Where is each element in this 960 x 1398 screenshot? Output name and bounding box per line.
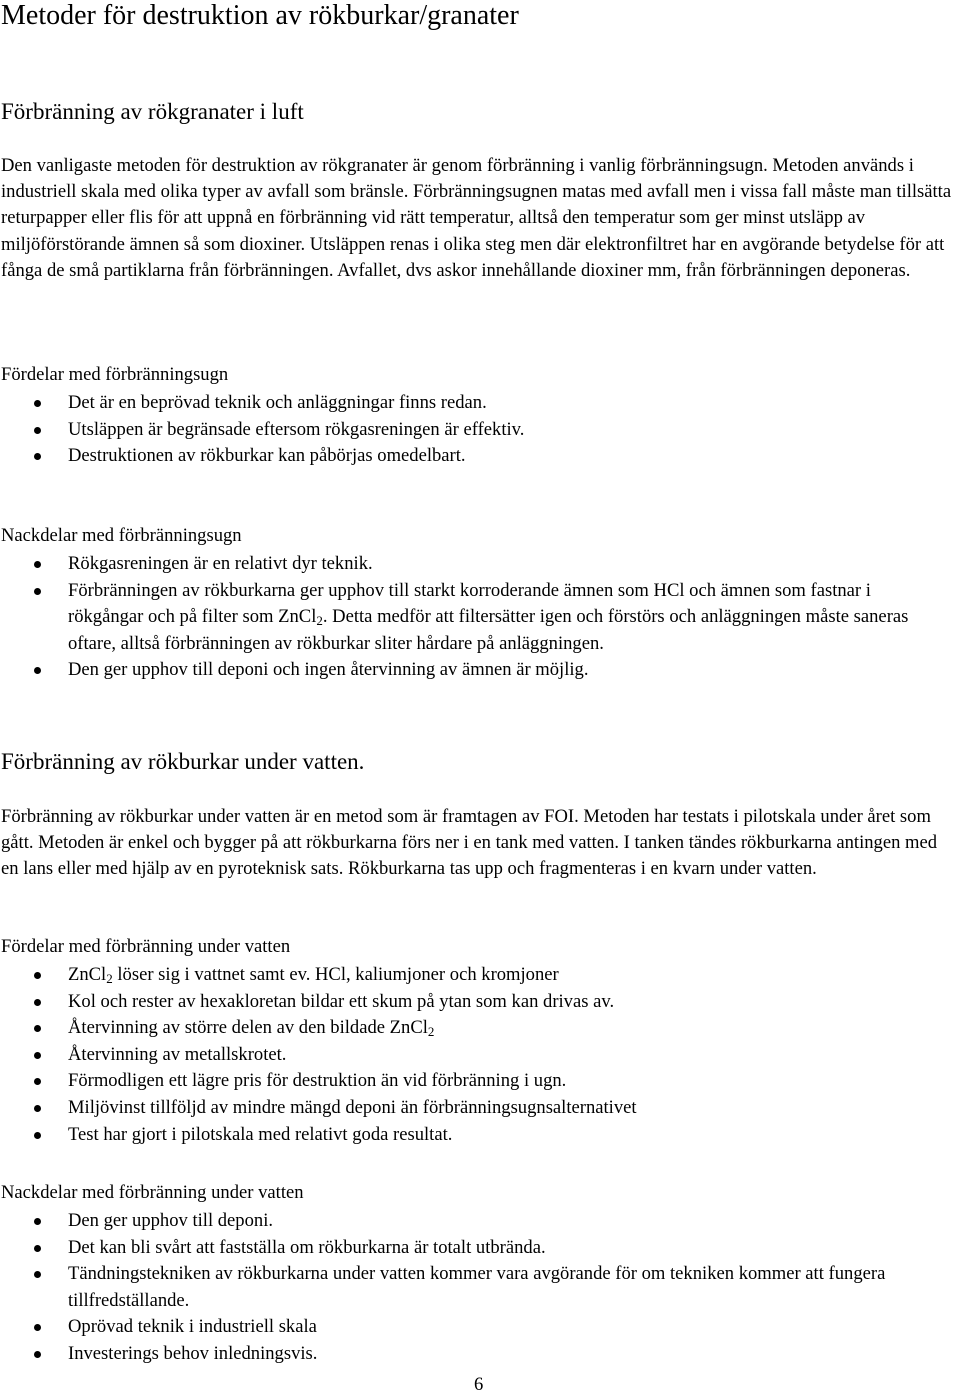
list-item: Rökgasreningen är en relativt dyr teknik. (0, 551, 948, 578)
pros-label: Fördelar med förbränning under vatten (1, 936, 291, 957)
bullet-icon (34, 1132, 41, 1139)
list-item: Det kan bli svårt att fastställa om rökburkarna är totalt utbrända. (0, 1235, 948, 1262)
bullet-icon (34, 1351, 41, 1358)
list-item: Oprövad teknik i industriell skala (0, 1314, 948, 1341)
list-item: Det är en beprövad teknik och anläggningar finns redan. (0, 390, 948, 417)
list-item: Miljövinst tillföljd av mindre mängd deponi än förbränningsugnsalternativet (0, 1095, 948, 1122)
cons-label: Nackdelar med förbränningsugn (1, 525, 242, 546)
list-item: Återvinning av metallskrotet. (0, 1042, 948, 1069)
bullet-icon (34, 1025, 41, 1032)
list-item: Destruktionen av rökburkar kan påbörjas omedelbart. (0, 443, 948, 470)
list-item: Den ger upphov till deponi. (0, 1208, 948, 1235)
bullet-icon (34, 588, 41, 595)
pros-list (0, 390, 960, 470)
section-intro-paragraph: Förbränning av rökburkar under vatten är en metod som är framtagen av FOI. Metoden har testats i pilotskala under året som gått. Metoden är enkel och bygger på att rökburkarna förs ner i en tank med vatten. I tanken tändes rökburkarna antingen med en lans eller med hjälp av en pyroteknisk sats. Rökburkarna tas upp och fragmenteras i en kvarn under vatten. (1, 806, 938, 880)
list-item: Förbränningen av rökburkarna ger upphov till starkt korroderande ämnen som HCl och ämnen som fastnar i rökgångar och på filter som ZnCl$_2$. Detta medför att filtersätter igen och förstörs och anläggningen måste saneras oftare, alltså förbränningen av rökburkar sliter hårdare på anläggningen. (0, 578, 948, 658)
bullet-icon (34, 1324, 41, 1331)
page-title: Metoder för destruktion av rökburkar/granater (1, 0, 519, 31)
section-heading-air-incineration: Förbränning av rökgranater i luft (1, 99, 304, 124)
bullet-icon (34, 1271, 41, 1278)
bullet-icon (34, 1052, 41, 1059)
list-item: Förmodligen ett lägre pris för destruktion än vid förbränning i ugn. (0, 1068, 948, 1095)
cons-list (0, 1208, 960, 1368)
bullet-icon (34, 972, 41, 979)
list-item: Utsläppen är begränsade eftersom rökgasreningen är effektiv. (0, 417, 948, 444)
list-item: ZnCl$_2$ löser sig i vattnet samt ev. HCl, kaliumjoner och kromjoner (0, 962, 948, 989)
bullet-icon (34, 427, 41, 434)
section-intro-paragraph: Den vanligaste metoden för destruktion av rökgranater är genom förbränning i vanlig förbränningsugn. Metoden används i industriell skala med olika typer av avfall som bränsle. Förbränningsugnen matas med avfall men i vissa fall måste man tillsätta returpapper eller flis för att uppnå en förbränning vid rätt temperatur, alltså den temperatur som ger minst utsläpp av miljöförstörande ämnen så som dioxiner. Utsläppen renas i olika steg men där elektronfiltret har en avgörande betydelse för att fånga de små partiklarna från förbränningen. Avfallet, dvs askor innehållande dioxiner mm, från förbränningen deponeras. (1, 155, 952, 281)
bullet-icon (34, 561, 41, 568)
bullet-icon (34, 667, 41, 674)
cons-list (0, 551, 960, 684)
bullet-icon (34, 1105, 41, 1112)
bullet-icon (34, 1218, 41, 1225)
bullet-icon (34, 1078, 41, 1085)
bullet-icon (34, 453, 41, 460)
bullet-icon (34, 1245, 41, 1252)
list-item: Den ger upphov till deponi och ingen återvinning av ämnen är möjlig. (0, 657, 948, 684)
list-item: Investerings behov inledningsvis. (0, 1341, 948, 1368)
pros-list (0, 962, 960, 1148)
cons-label: Nackdelar med förbränning under vatten (1, 1182, 304, 1203)
bullet-icon (34, 999, 41, 1006)
bullet-icon (34, 400, 41, 407)
page-number: 6 (474, 1374, 484, 1395)
pros-label: Fördelar med förbränningsugn (1, 364, 229, 385)
list-item: Test har gjort i pilotskala med relativt goda resultat. (0, 1122, 948, 1149)
list-item: Kol och rester av hexakloretan bildar ett skum på ytan som kan drivas av. (0, 989, 948, 1016)
list-item: Tändningstekniken av rökburkarna under vatten kommer vara avgörande för om tekniken kommer att fungera tillfredställande. (0, 1261, 948, 1314)
section-heading-underwater-incineration: Förbränning av rökburkar under vatten. (1, 749, 365, 774)
list-item: Återvinning av större delen av den bildade ZnCl$_2$ (0, 1015, 948, 1042)
